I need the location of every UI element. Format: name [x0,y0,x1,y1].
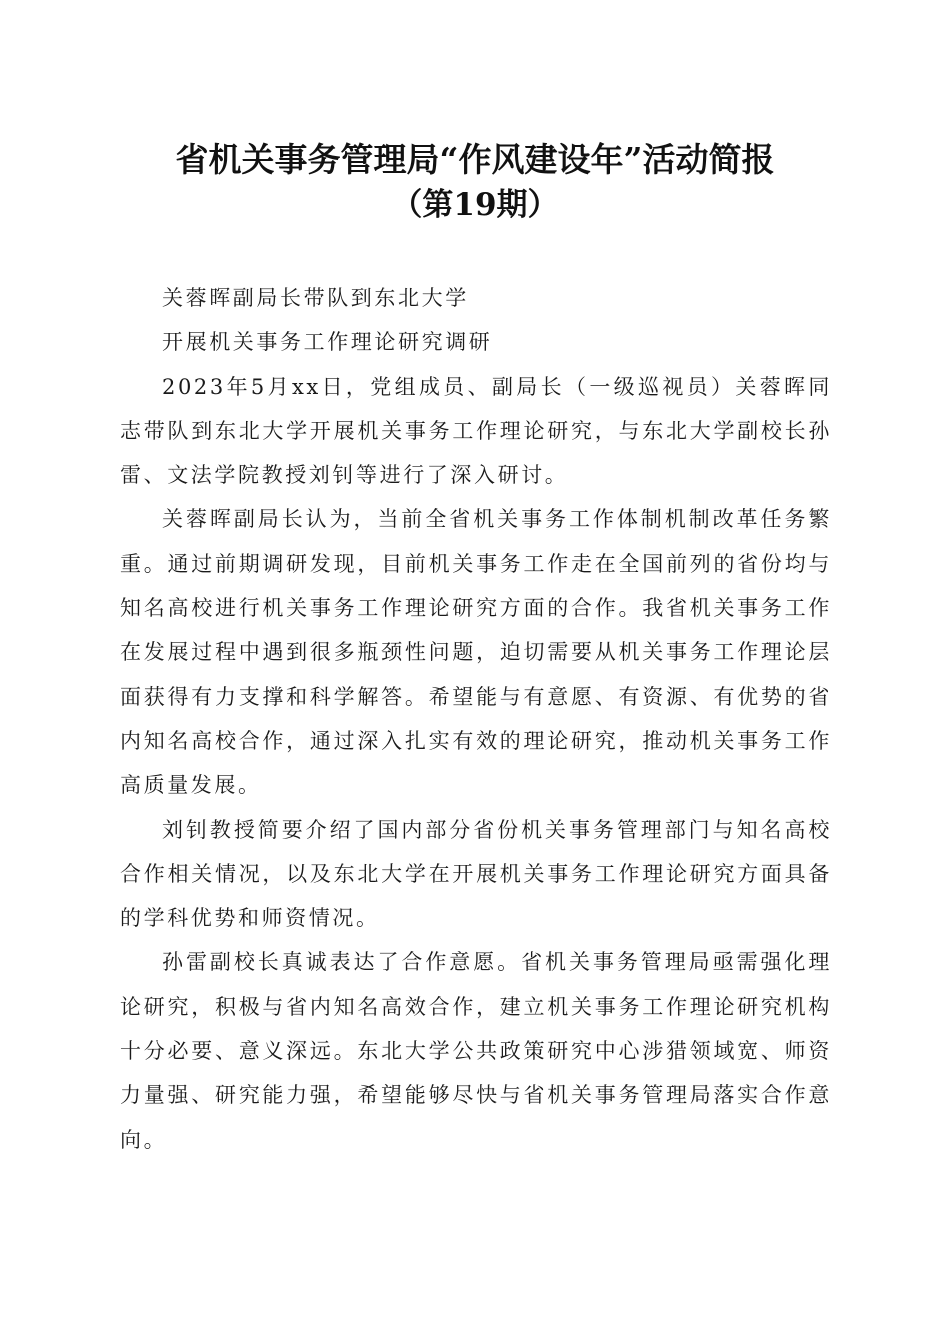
issue-number: （第19期） [391,187,559,223]
document-title: 省机关事务管理局“作风建设年”活动简报 [175,140,775,179]
paragraph: 2023年5月xx日，党组成员、副局长（一级巡视员）关蓉晖同志带队到东北大学开展机关事务工作理论研究，与东北大学副校长孙雷、文法学院教授刘钊等进行了深入研讨。 [120,374,832,488]
document-body [120,276,832,1162]
paragraph: 关蓉晖副局长认为，当前全省机关事务工作体制机制改革任务繁重。通过前期调研发现，目前机关事务工作走在全国前列的省份均与知名高校进行机关事务工作理论研究方面的合作。我省机关事务工作在发展过程中遇到很多瓶颈性问题，迫切需要从机关事务工作理论层面获得有力支撑和科学解答。希望能与有意愿、有资源、有优势的省内知名高校合作，通过深入扎实有效的理论研究，推动机关事务工作高质量发展。 [120,507,832,798]
paragraph: 孙雷副校长真诚表达了合作意愿。省机关事务管理局亟需强化理论研究，积极与省内知名高效合作，建立机关事务工作理论研究机构十分必要、意义深远。东北大学公共政策研究中心涉猎领域宽、师资力量强、研究能力强，希望能够尽快与省机关事务管理局落实合作意向。 [120,950,832,1152]
subheading-line-1: 关蓉晖副局长带队到东北大学 [162,286,469,310]
subheading-line-2: 开展机关事务工作理论研究调研 [162,330,493,355]
paragraph: 刘钊教授简要介绍了国内部分省份机关事务管理部门与知名高校合作相关情况，以及东北大学在开展机关事务工作理论研究方面具备的学科优势和师资情况。 [120,817,832,931]
